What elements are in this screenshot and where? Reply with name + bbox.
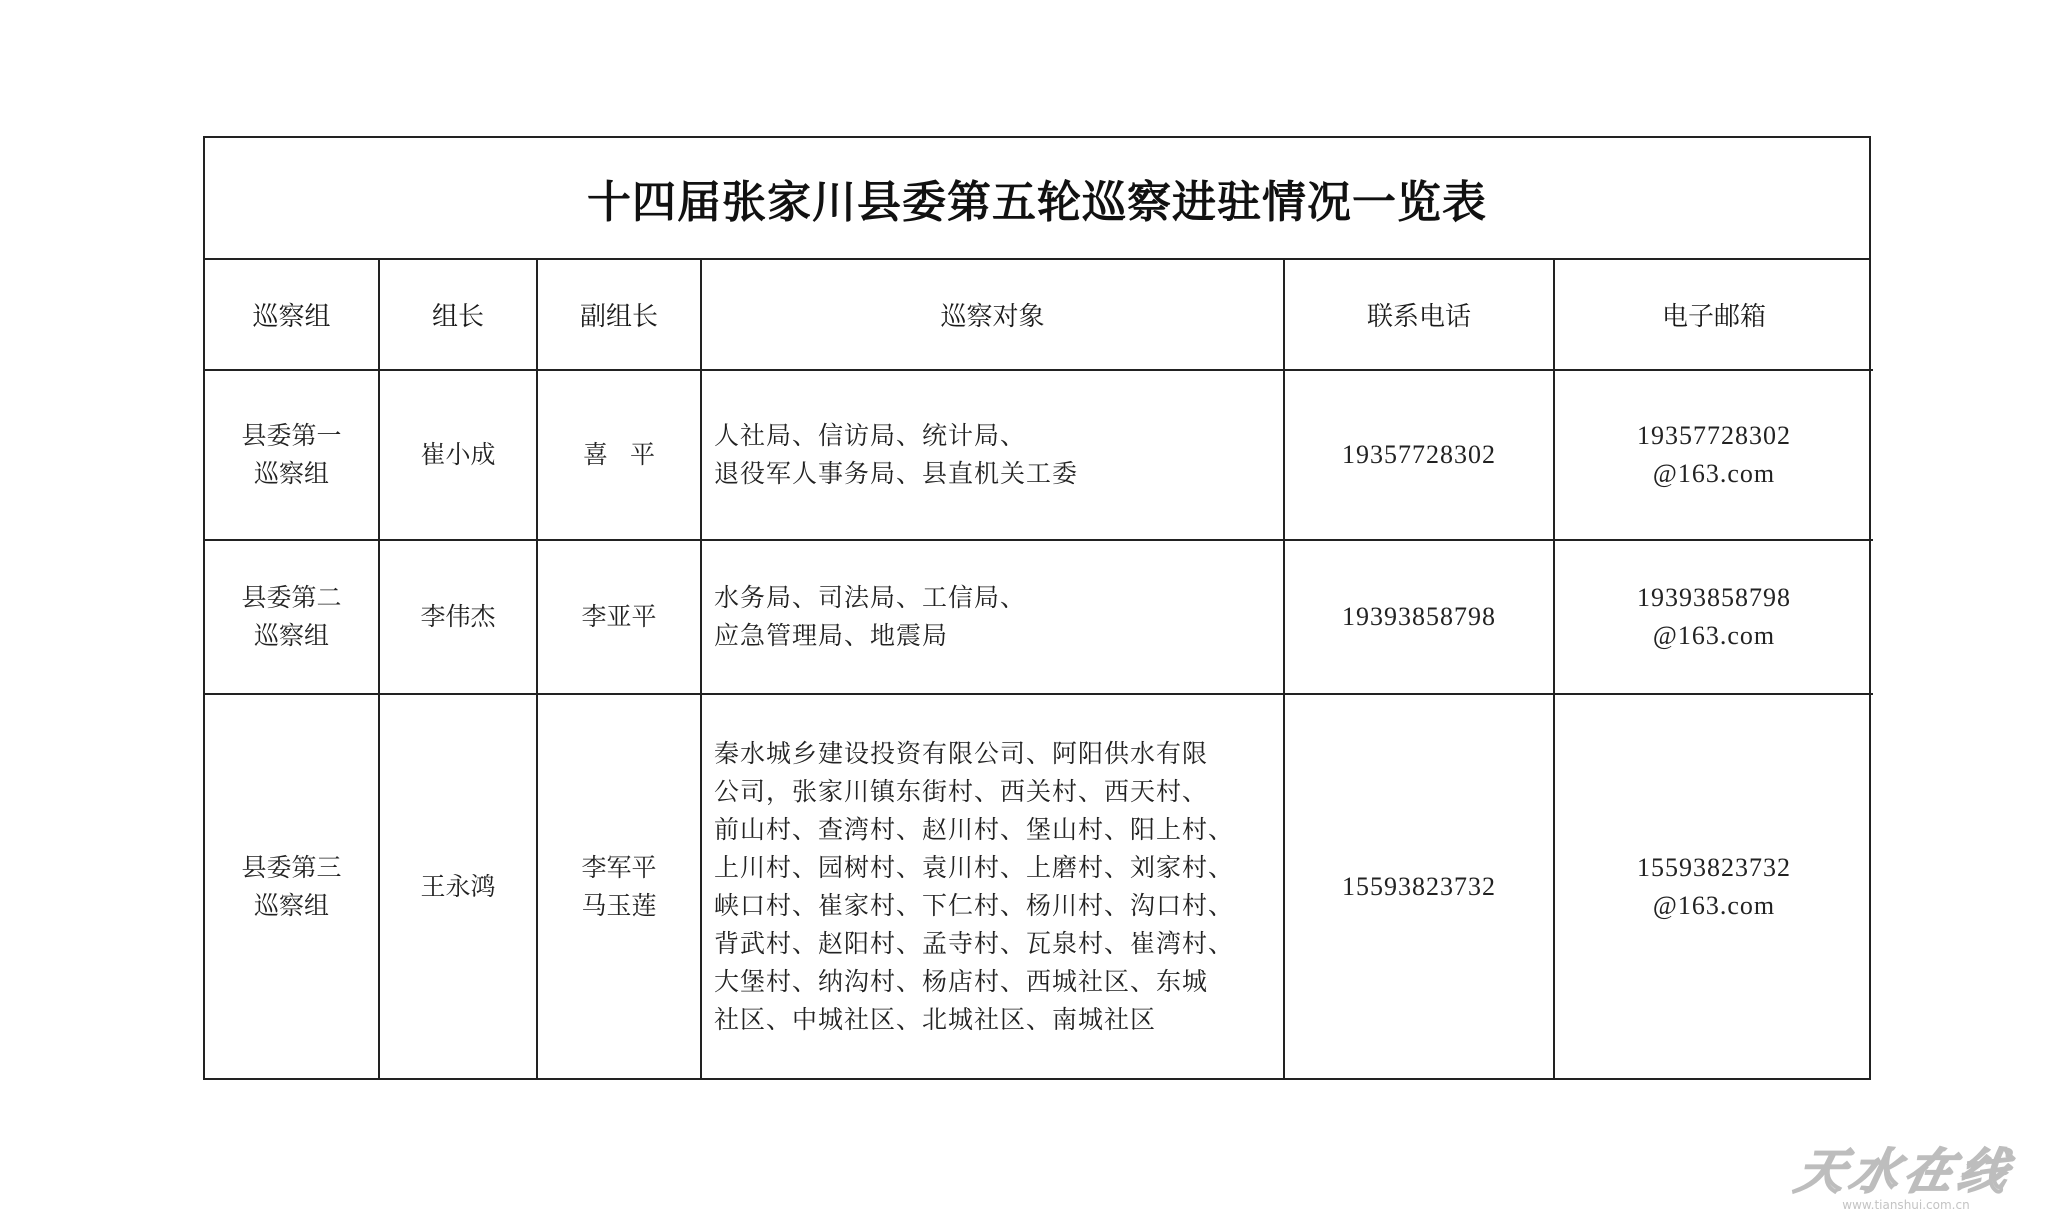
deputy-name: 马玉莲 [581, 890, 657, 920]
deputy-cell [537, 370, 701, 540]
column-header-email: 电子邮箱 [1554, 260, 1873, 370]
targets-cell [701, 370, 1284, 540]
email-domain: @163.com [1652, 890, 1776, 920]
email-cell [1554, 694, 1873, 1078]
targets-cell [701, 540, 1284, 694]
column-header-group: 巡察组 [205, 260, 379, 370]
deputy-name: 李军平 [581, 852, 657, 882]
leader-cell: 李伟杰 [379, 540, 537, 694]
site-watermark [1791, 1133, 2019, 1212]
group-name-line: 巡察组 [253, 890, 329, 920]
group-name-line: 县委第一 [241, 421, 342, 450]
target-line: 应急管理局、地震局 [714, 621, 949, 650]
table-row [205, 370, 1873, 540]
deputy-cell [537, 540, 701, 694]
deputy-name: 李亚平 [581, 602, 657, 631]
column-header-targets: 巡察对象 [701, 260, 1284, 370]
deputy-name: 喜平 [582, 440, 677, 469]
leader-cell: 王永鸿 [379, 694, 537, 1078]
group-cell [205, 540, 379, 694]
group-name-line: 巡察组 [253, 621, 329, 650]
watermark-url: www.tianshui.com.cn [1842, 1198, 1970, 1212]
phone-cell: 15593823732 [1284, 694, 1554, 1078]
page-title: 十四届张家川县委第五轮巡察进驻情况一览表 [587, 177, 1487, 228]
phone-cell: 19393858798 [1284, 540, 1554, 694]
deputy-cell [537, 694, 701, 1078]
column-header-phone: 联系电话 [1284, 260, 1554, 370]
target-line: 背武村、赵阳村、孟寺村、瓦泉村、崔湾村、 [714, 928, 1235, 958]
email-local-part: 15593823732 [1637, 852, 1791, 882]
target-line: 社区、中城社区、北城社区、南城社区 [714, 1004, 1157, 1034]
target-line: 大堡村、纳沟村、杨店村、西城社区、东城 [714, 966, 1209, 996]
group-name-line: 县委第三 [241, 852, 342, 882]
table-row [205, 540, 1873, 694]
target-line: 秦水城乡建设投资有限公司、阿阳供水有限 [714, 738, 1209, 768]
target-line: 上川村、园树村、袁川村、上磨村、刘家村、 [714, 852, 1235, 882]
phone-cell: 19357728302 [1284, 370, 1554, 540]
email-domain: @163.com [1652, 621, 1776, 650]
inspection-table-sheet [203, 136, 1871, 1080]
email-local-part: 19357728302 [1637, 421, 1791, 450]
column-header-deputy: 副组长 [537, 260, 701, 370]
group-cell [205, 694, 379, 1078]
inspection-table [205, 260, 1873, 1078]
table-row [205, 694, 1873, 1078]
target-line: 前山村、查湾村、赵川村、堡山村、阳上村、 [714, 814, 1235, 844]
column-header-leader: 组长 [379, 260, 537, 370]
table-header-row [205, 260, 1873, 370]
target-line: 退役军人事务局、县直机关工委 [714, 459, 1079, 488]
target-line: 水务局、司法局、工信局、 [714, 583, 1027, 612]
targets-cell [701, 694, 1284, 1078]
group-cell [205, 370, 379, 540]
watermark-logo-text: 天水在线 [1791, 1144, 2019, 1200]
group-name-line: 县委第二 [241, 583, 342, 612]
email-domain: @163.com [1652, 459, 1776, 488]
target-line: 峡口村、崔家村、下仁村、杨川村、沟口村、 [714, 890, 1235, 920]
group-name-line: 巡察组 [253, 459, 329, 488]
target-line: 人社局、信访局、统计局、 [714, 421, 1027, 450]
email-cell [1554, 370, 1873, 540]
email-cell [1554, 540, 1873, 694]
title-row [205, 138, 1869, 260]
email-local-part: 19393858798 [1637, 583, 1791, 612]
target-line: 公司，张家川镇东街村、西关村、西天村、 [714, 776, 1209, 806]
leader-cell: 崔小成 [379, 370, 537, 540]
